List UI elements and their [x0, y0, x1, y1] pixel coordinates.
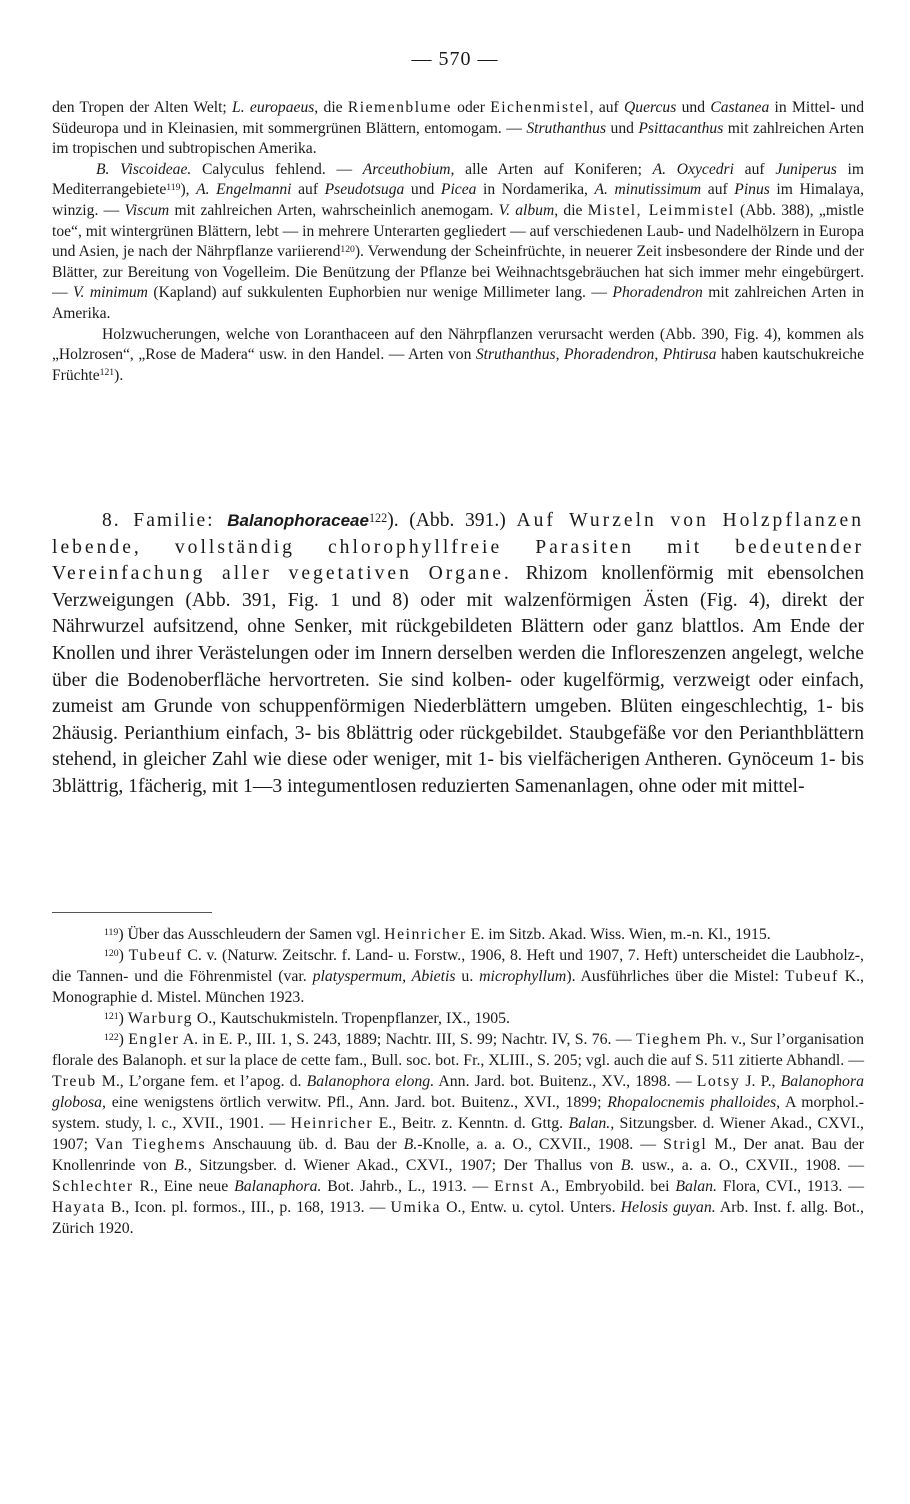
footnote-ref-119: 119 — [166, 181, 181, 193]
page-number: — 570 — — [411, 48, 499, 70]
family-name: Balanophoraceae — [227, 511, 369, 530]
family-diagnosis: Auf Wurzeln von Holzpflanzen lebende, vollständig chlorophyllfreie Parasiten mit bedeutender Vereinfachung aller vegetativen Organe. — [52, 510, 864, 585]
paragraph-holzwucherungen: Holzwucherungen, welche von Loranthaceen auf den Nährpflanzen verursacht werden (Abb. 390, Fig. 4), kommen als „Holzrosen“, „Rose de Madera“ usw. in den Handel. — Arten von Struthanthus, Phoradendron, Phtirusa haben kautschukreiche Früchte$^{121}$). — [52, 325, 865, 384]
footnote-divider — [52, 912, 212, 913]
footnote-ref-122: 122 — [368, 510, 388, 525]
paragraph-balanophoraceae: 8. Familie: Balanophoraceae$^{122}$). (Abb. 391.) Auf Wurzeln von Holzpflanzen lebende, vollständig chlorophyllfreie Parasiten mit bedeutender Vereinfachung aller vegetativen Organe. Rhizom knollenförmig mit ebensolchen Verzweigungen (Abb. 391, Fig. 1 und 8) oder mit walzenförmigen Ästen (Fig. 4), direkt der Nährwurzel aufsitzend, ohne Senker, mit rückgebildeten Blättern oder ganz blattlos. Am Ende der Knollen und ihrer Verästelungen oder im Innern derselben werden die Infloreszenzen angelegt, welche über die Bodenoberfläche hervortreten. Sie sind kolben- oder kugelförmig, verzweigt oder einfach, zumeist am Grunde von schuppenförmigen Niederblättern umgeben. Blüten eingeschlechtig, 1- bis 2häusig. Perianthium einfach, 3- bis 8blättrig oder rückgebildet. Staubgefäße vor den Perianthblättern stehend, in gleicher Zahl wie diese oder weniger, mit 1- bis vielfächerigen Antheren. Gynöceum 1- bis 3blättrig, 1fächerig, mit 1—3 integumentlosen reduzierten Samenanlagen, ohne oder mit mittel- — [52, 510, 864, 797]
footnote-122: $^{122}$) Engler A. in E. P., III. 1, S. 243, 1889; Nachtr. III, S. 99; Nachtr. IV, S. 76. — Tieghem Ph. v., Sur l’organisation florale des Balanoph. et sur la place de cette fam., Bull. soc. bot. Fr., XLIII., S. 205; vgl. auch die auf S. 511 zitierte Abhandl. — Treub M., L’organe fem. et l’apog. d. Balanophora elong. Ann. Jard. bot. Buitenz., XV., 1898. — Lotsy J. P., Balanophora globosa, eine wenigstens örtlich verwitw. Pfl., Ann. Jard. bot. Buitenz., XVI., 1899; Rhopalocnemis phalloides, A morphol.-system. study, l. c., XVII., 1901. — Heinricher E., Beitr. z. Kenntn. d. Gttg. Balan., Sitzungsber. d. Wiener Akad., CXVI., 1907; Van Tieghems Anschauung üb. d. Bau der B.-Knolle, a. a. O., CXVII., 1908. — Strigl M., Der anat. Bau der Knollenrinde von B., Sitzungsber. d. Wiener Akad., CXVI., 1907; Der Thallus von B. usw., a. a. O., CXVII., 1908. — Schlechter R., Eine neue Balanaphora. Bot. Jahrb., L., 1913. — Ernst A., Embryobild. bei Balan. Flora, CVI., 1913. — Hayata B., Icon. pl. formos., III., p. 168, 1913. — Umika O., Entw. u. cytol. Unters. Helosis guyan. Arb. Inst. f. allg. Bot., Zürich 1920. — [52, 1031, 865, 1237]
footnote-119: $^{119}$) Über das Ausschleudern der Samen vgl. Heinricher E. im Sitzb. Akad. Wiss. Wien, m.-n. Kl., 1915. — [104, 926, 771, 943]
paragraph-viscoideae: B. Viscoideae. Calyculus fehlend. — Arceuthobium, alle Arten auf Koniferen; A. Oxycedri auf Juniperus im Mediterrangebiete$^{119}$), A. Engelmanni auf Pseudotsuga und Picea in Nordamerika, A. minutissimum auf Pinus im Himalaya, winzig. — Viscum mit zahlreichen Arten, wahrscheinlich anemogam. V. album, die Mistel, Leimmistel (Abb. 388), „mistle toe“, mit wintergrünen Blättern, lebt — in mehrere Unterarten gegliedert — auf verschiedenen Laub- und Nadelhölzern in Europa und Asien, je nach der Nährpflanze variierend$^{120}$). Verwendung der Scheinfrüchte, in neuerer Zeit insbesondere der Rinde und der Blätter, zur Bereitung von Vogelleim. Die Benützung der Pflanze bei Weihnachtsgebräuchen hat sich immer mehr eingebürgert. — V. minimum (Kapland) auf sukkulenten Euphorbien nur wenige Millimeter lang. — Phoradendron mit zahlreichen Arten in Amerika. — [52, 160, 865, 322]
body-text-small — [52, 98, 864, 386]
footnote-120: $^{120}$) Tubeuf C. v. (Naturw. Zeitschr. f. Land- u. Forstw., 1906, 8. Heft und 1907, 7. Heft) unterscheidet die Laubholz-, die Tannen- und die Föhrenmistel (var. platyspermum, Abietis u. microphyllum). Ausführliches über die Mistel: Tubeuf K., Monographie d. Mistel. München 1923. — [52, 947, 864, 1006]
footnote-121: $^{121}$) Warburg O., Kautschukmisteln. Tropenpflanzer, IX., 1905. — [104, 1010, 511, 1027]
footnote-ref-120: 120 — [340, 243, 355, 255]
family-heading: 8. Familie: — [102, 510, 228, 531]
paragraph-loranthoideae-end: den Tropen der Alten Welt; L. europaeus, die Riemenblume oder Eichenmistel, auf Quercus und Castanea in Mittel- und Südeuropa und in Kleinasien, mit sommergrünen Blättern, entomogam. — Struthanthus und Psittacanthus mit zahlreichen Arten im tropischen und subtropischen Amerika. — [52, 99, 864, 158]
body-text-family — [52, 508, 864, 801]
footnotes — [52, 924, 864, 1239]
footnote-ref-121: 121 — [99, 367, 115, 379]
